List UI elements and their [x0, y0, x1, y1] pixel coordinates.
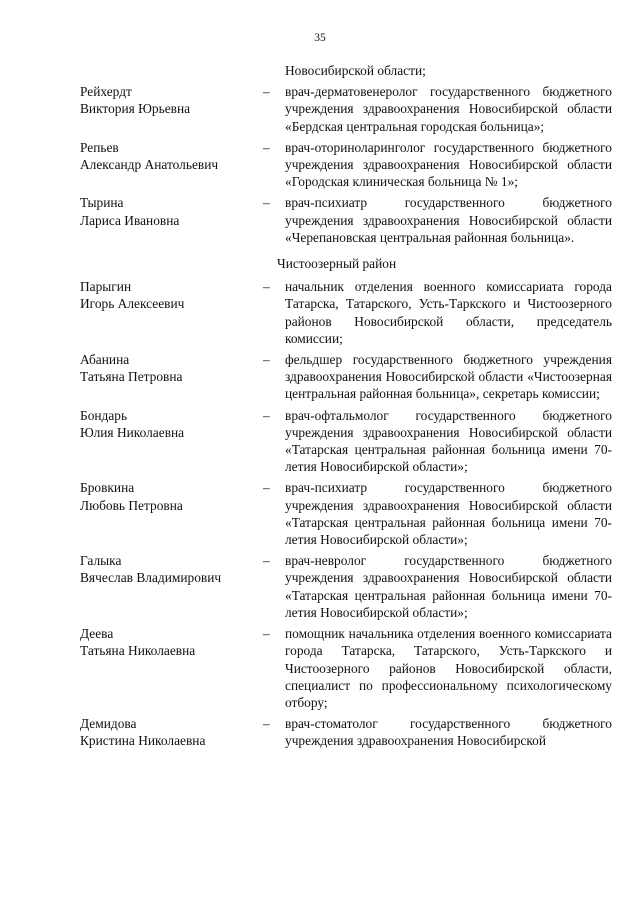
surname: Демидова — [80, 716, 137, 732]
person-name — [80, 83, 263, 117]
person-name — [80, 351, 263, 385]
surname: Бровкина — [80, 480, 135, 496]
surname: Парыгин — [80, 279, 132, 295]
dash-separator: – — [263, 84, 270, 100]
list-item — [80, 83, 612, 135]
surname: Деева — [80, 626, 114, 642]
list-item — [80, 479, 612, 548]
person-name — [80, 479, 263, 513]
dash-separator: – — [263, 716, 270, 732]
dash-separator: – — [263, 139, 270, 155]
dash-separator: – — [263, 279, 270, 295]
list-item — [80, 139, 612, 191]
position-description: врач-психиатр государственного бюджетного учреждения здравоохранения Новосибирской области «Черепановская центральная районная больница». — [285, 195, 612, 245]
dash-separator: – — [263, 553, 270, 569]
given-names: Кристина Николаевна — [80, 733, 206, 749]
list-item — [80, 351, 612, 403]
position-description: фельдшер государственного бюджетного учреждения здравоохранения Новосибирской области «Чистоозерная центральная районная больница», секретарь комиссии; — [285, 352, 612, 402]
dash-separator: – — [263, 195, 270, 211]
position-description: врач-стоматолог государственного бюджетного учреждения здравоохранения Новосибирской — [285, 716, 612, 749]
person-name — [80, 552, 263, 586]
surname: Бондарь — [80, 407, 128, 423]
position-description: врач-дерматовенеролог государственного бюджетного учреждения здравоохранения Новосибирской области «Бердская центральная городская больница»; — [285, 84, 612, 134]
list-item — [80, 407, 612, 476]
list-item — [80, 194, 612, 246]
given-names: Любовь Петровна — [80, 497, 183, 513]
position-description: помощник начальника отделения военного комиссариата города Татарска, Татарского, Усть-Таркского и Чистоозерного районов Новосибирской области, специалист по профессиональному психологическому отбору; — [285, 626, 612, 710]
given-names: Юлия Николаевна — [80, 424, 185, 440]
given-names: Виктория Юрьевна — [80, 101, 191, 117]
dash-separator: – — [263, 407, 270, 423]
given-names: Вячеслав Владимирович — [80, 570, 222, 586]
list-item — [80, 552, 612, 621]
position-description: врач-невролог государственного бюджетного учреждения здравоохранения Новосибирской области «Татарская центральная районная больница имени 70-летия Новосибирской области»; — [285, 553, 612, 620]
given-names: Лариса Ивановна — [80, 212, 180, 228]
person-name — [80, 625, 263, 659]
person-name — [80, 715, 263, 749]
page-number: 35 — [314, 32, 326, 44]
surname: Абанина — [80, 352, 130, 368]
surname: Рейхердт — [80, 84, 132, 100]
list-item — [80, 625, 612, 711]
surname: Галыка — [80, 553, 122, 569]
position-description: врач-оториноларинголог государственного бюджетного учреждения здравоохранения Новосибирской области «Городская клиническая больница № 1»; — [285, 139, 612, 190]
list-item — [80, 715, 612, 749]
section-title: Чистоозерный район — [277, 256, 397, 272]
document-body — [80, 62, 612, 750]
given-names: Александр Анатольевич — [80, 157, 219, 173]
person-name — [80, 407, 263, 441]
surname: Тырина — [80, 195, 124, 211]
person-name — [80, 278, 263, 312]
position-description: врач-психиатр государственного бюджетного учреждения здравоохранения Новосибирской области «Татарская центральная районная больница имени 70-летия Новосибирской области»; — [285, 480, 612, 548]
carry-over-text: Новосибирской области; — [285, 63, 426, 78]
position-description: врач-офтальмолог государственного бюджетного учреждения здравоохранения Новосибирской области «Татарская центральная районная больница имени 70-летия Новосибирской области»; — [285, 407, 612, 475]
dash-separator: – — [263, 352, 270, 368]
position-description: начальник отделения военного комиссариата города Татарска, Татарского, Усть-Таркского и Чистоозерного районов Новосибирской области, председатель комиссии; — [285, 279, 612, 346]
given-names: Татьяна Петровна — [80, 369, 183, 385]
given-names: Игорь Алексеевич — [80, 296, 185, 312]
given-names: Татьяна Николаевна — [80, 643, 196, 659]
dash-separator: – — [263, 626, 270, 642]
dash-separator: – — [263, 480, 270, 496]
surname: Репьев — [80, 139, 119, 155]
person-name — [80, 194, 263, 228]
person-name — [80, 139, 263, 173]
list-item — [80, 278, 612, 347]
